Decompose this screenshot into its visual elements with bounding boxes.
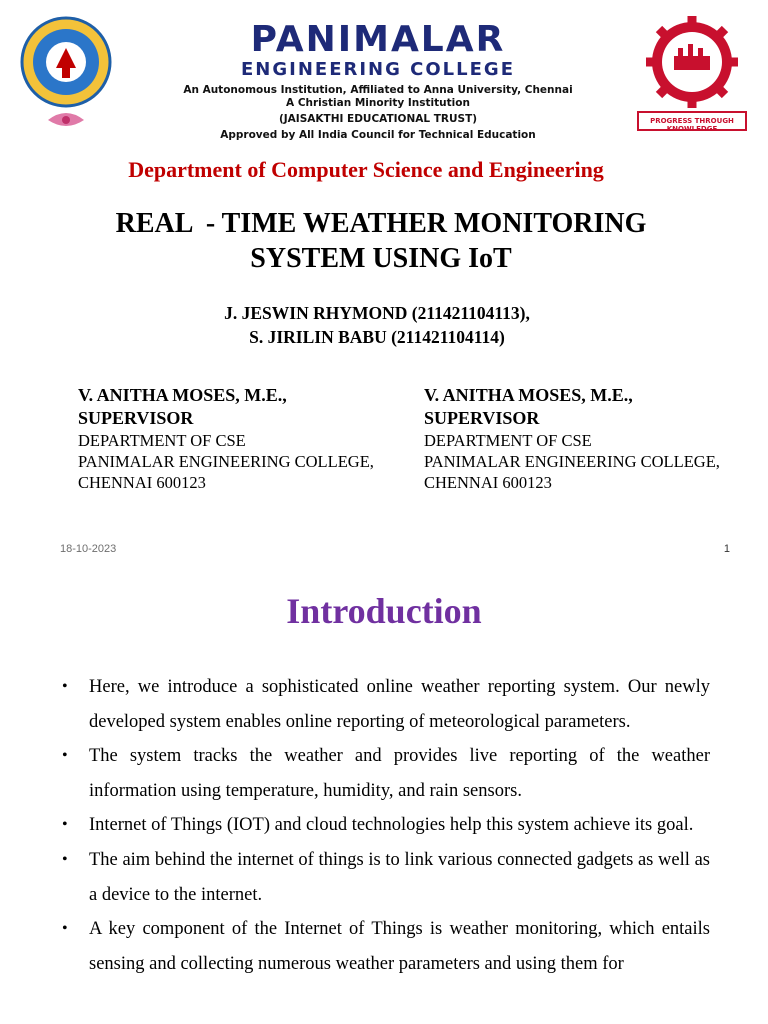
introduction-bullets [62,670,710,981]
supervisor-city: CHENNAI 600123 [78,473,206,492]
college-logo-left [18,12,114,134]
introduction-heading: Introduction [286,591,482,631]
supervisor-department: DEPARTMENT OF CSE [424,431,592,450]
anna-university-logo [636,14,748,134]
supervisor-role: SUPERVISOR [78,408,194,428]
project-title-line1: REAL - TIME WEATHER MONITORING [115,208,647,239]
authors [0,301,754,349]
college-banner [168,19,588,141]
supervisor-name: V. ANITHA MOSES, M.E., [78,385,287,405]
author-1: J. JESWIN RHYMOND (211421104113), [224,303,530,323]
department-heading: Department of Computer Science and Engineering [128,157,604,182]
list-item: • A key component of the Internet of Things is weather monitoring, which entails sensing and collecting numerous weather parameters and using them for [62,912,710,981]
slide-date: 18-10-2023 [60,543,117,555]
author-2: S. JIRILIN BABU (211421104114) [249,327,505,347]
list-item: • Internet of Things (IOT) and cloud technologies help this system achieve its goal. [62,808,710,843]
slide-page-number: 1 [723,543,730,555]
bullet-icon: • [62,747,68,765]
list-item: • Here, we introduce a sophisticated online weather reporting system. Our newly developed system enables online reporting of meteorological parameters. [62,670,710,739]
list-item: • The system tracks the weather and provides live reporting of the weather information using temperature, humidity, and rain sensors. [62,739,710,808]
bullet-icon: • [62,920,68,938]
college-subtitle: ENGINEERING COLLEGE [241,59,515,80]
anna-university-motto: PROGRESS THROUGH KNOWLEDGE [650,117,734,133]
project-title-line2: SYSTEM USING IoT [250,243,512,274]
supervisor-college: PANIMALAR ENGINEERING COLLEGE, [424,452,720,471]
college-affiliation: An Autonomous Institution, Affiliated to Anna University, Chennai [183,84,573,96]
supervisor-block-right [424,384,754,493]
college-trust: (JAISAKTHI EDUCATIONAL TRUST) [278,113,478,125]
supervisor-college: PANIMALAR ENGINEERING COLLEGE, [78,452,374,471]
project-title [0,206,762,276]
supervisor-role: SUPERVISOR [424,408,540,428]
college-minority: A Christian Minority Institution [286,97,470,109]
supervisor-city: CHENNAI 600123 [424,473,552,492]
bullet-icon: • [62,678,68,695]
supervisor-department: DEPARTMENT OF CSE [78,431,246,450]
bullet-icon: • [62,850,68,868]
bullet-icon: • [62,816,68,834]
supervisor-block-left [78,384,408,493]
college-approval: Approved by All India Council for Technical Education [220,129,536,141]
list-item: • The aim behind the internet of things is to link various connected gadgets as well as a device to the internet. [62,843,710,912]
college-name: PANIMALAR [250,19,506,60]
supervisor-name: V. ANITHA MOSES, M.E., [424,385,633,405]
